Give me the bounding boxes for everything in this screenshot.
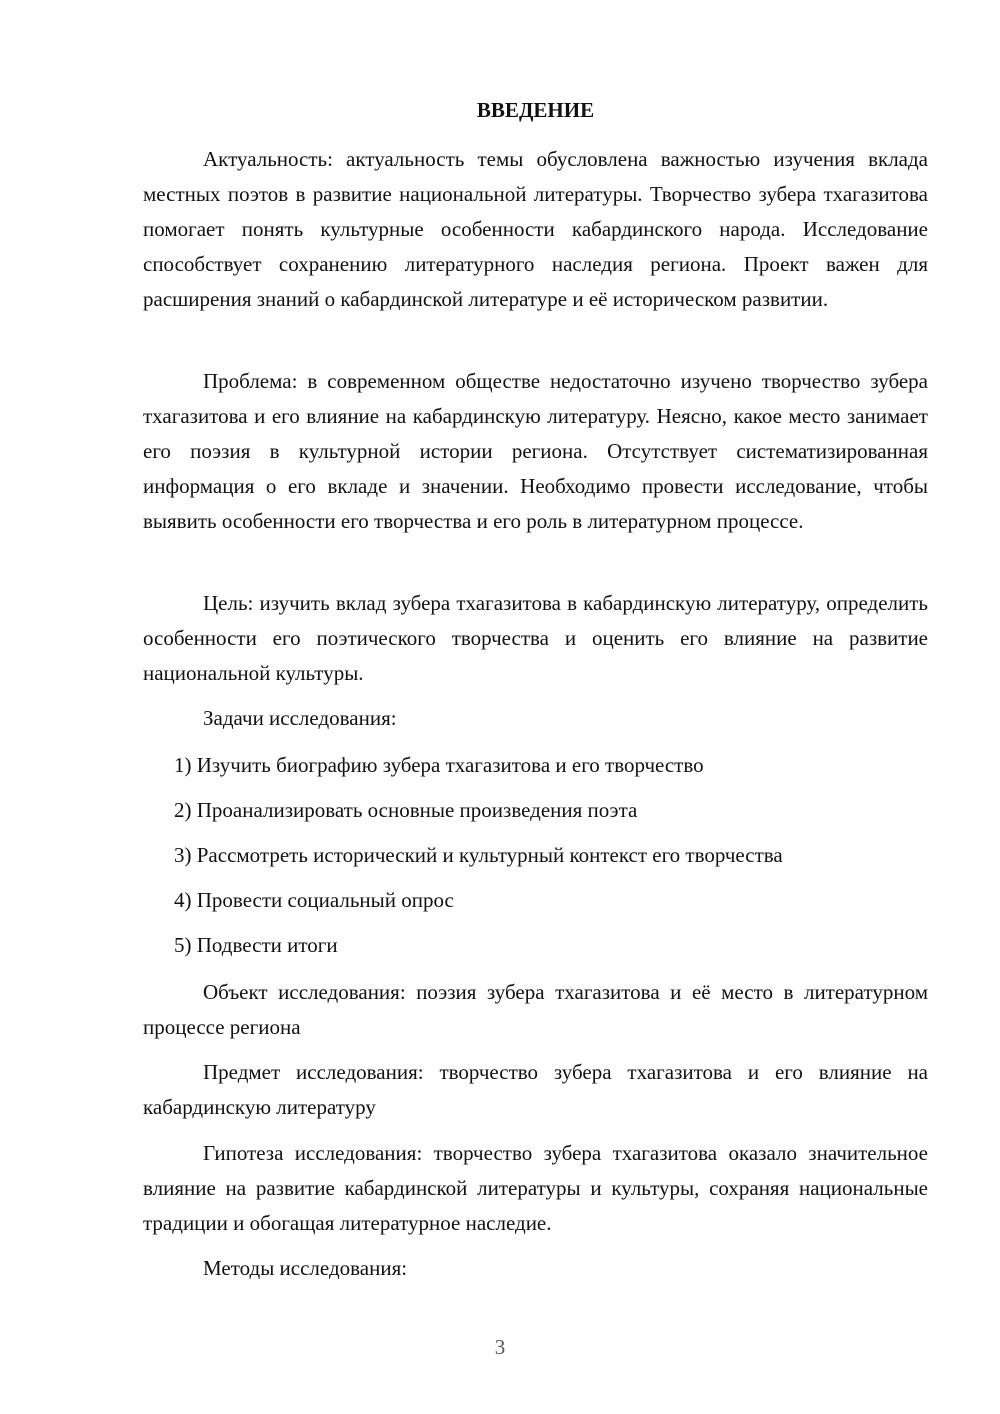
section-heading: ВВЕДЕНИЕ (476, 98, 595, 122)
tasks-title: Задачи исследования: (203, 706, 397, 730)
task-item: 1) Изучить биографию зубера тхагазитова и его творчество (174, 753, 704, 777)
paragraph-subject: Предмет исследования: творчество зубера тхагазитова и его влияние на кабардинскую литературу (143, 1060, 928, 1119)
task-item: 3) Рассмотреть исторический и культурный контекст его творчества (174, 843, 783, 867)
task-item: 5) Подвести итоги (174, 933, 338, 957)
paragraph-problem: Проблема: в современном обществе недостаточно изучено творчество зубера тхагазитова и его влияние на кабардинскую литературу. Неясно, какое место занимает его поэзия в культурной истории региона. Отсутствует систематизированная информация о его вкладе и значении. Необходимо провести исследование, чтобы выявить особенности его творчества и его роль в литературном процессе. (143, 369, 928, 533)
task-item: 2) Проанализировать основные произведения поэта (174, 798, 638, 822)
task-item: 4) Провести социальный опрос (174, 888, 454, 912)
page-number: 3 (494, 1335, 506, 1359)
paragraph-goal: Цель: изучить вклад зубера тхагазитова в кабардинскую литературу, определить особенности его поэтического творчества и оценить его влияние на развитие национальной культуры. (143, 591, 928, 685)
paragraph-hypothesis: Гипотеза исследования: творчество зубера тхагазитова оказало значительное влияние на развитие кабардинской литературы и культуры, сохраняя национальные традиции и обогащая литературное наследие. (143, 1141, 928, 1235)
paragraph-relevance: Актуальность: актуальность темы обусловлена важностью изучения вклада местных поэтов в развитие национальной литературы. Творчество зубера тхагазитова помогает понять культурные особенности кабардинского народа. Исследование способствует сохранению литературного наследия региона. Проект важен для расширения знаний о кабардинской литературе и её историческом развитии. (143, 147, 928, 311)
methods-title: Методы исследования: (203, 1256, 408, 1280)
paragraph-object: Объект исследования: поэзия зубера тхагазитова и её место в литературном процессе региона (143, 980, 928, 1039)
